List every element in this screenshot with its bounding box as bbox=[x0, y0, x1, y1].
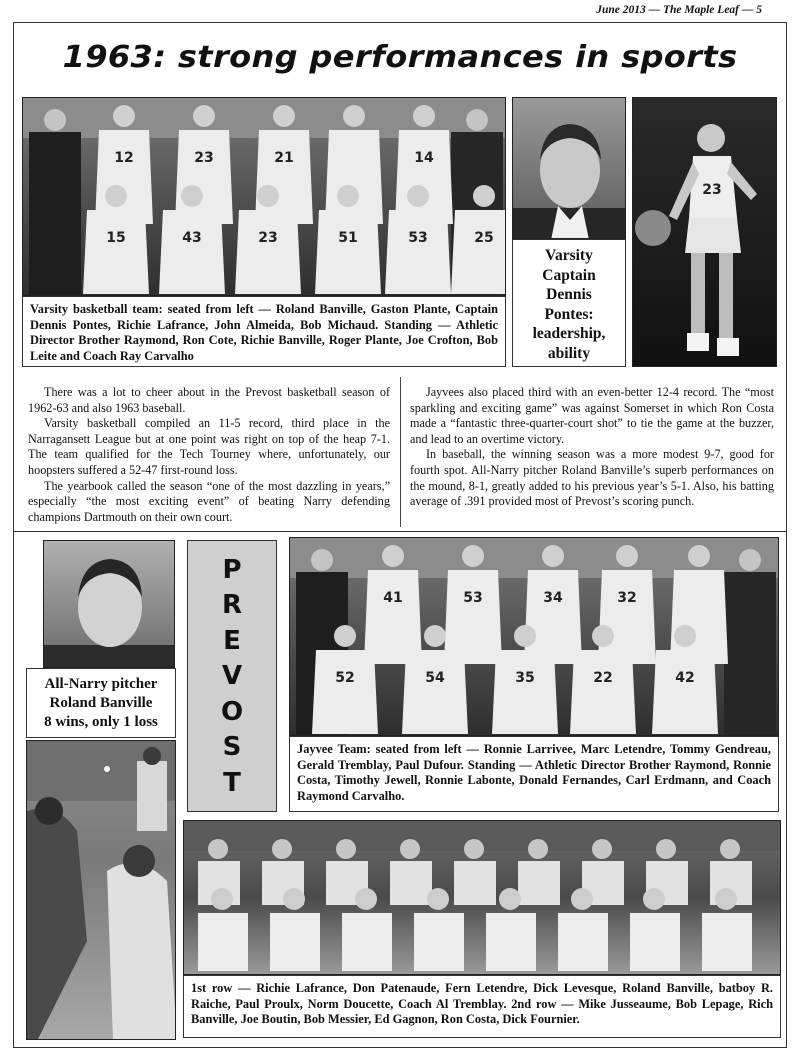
captain-caption-line: Dennis bbox=[546, 286, 592, 303]
jersey-number: 52 bbox=[335, 670, 355, 686]
jersey-number: 53 bbox=[463, 590, 483, 606]
jersey-number: 53 bbox=[408, 230, 428, 246]
jersey-number: 41 bbox=[383, 590, 403, 606]
banner-letter: S bbox=[222, 732, 242, 762]
jersey-number: 51 bbox=[338, 230, 358, 246]
section-divider bbox=[14, 531, 786, 532]
banner-letter: R bbox=[221, 590, 243, 620]
pitcher-portrait-photo bbox=[43, 540, 175, 668]
banner-letter: P bbox=[222, 554, 242, 585]
captain-caption-line: Captain bbox=[542, 266, 596, 284]
page-header: June 2013 — The Maple Leaf — 5 bbox=[596, 4, 762, 16]
article-paragraph: The yearbook called the season “one of the most dazzling in years,” especially “the most exciting event” of beating Narry defending champions Dartmouth on their own court. bbox=[28, 478, 390, 524]
captain-caption-line: ability bbox=[547, 344, 591, 362]
captain-caption-line: Pontes: bbox=[544, 305, 594, 323]
jersey-number: 23 bbox=[194, 150, 214, 166]
jersey-number: 22 bbox=[593, 670, 613, 686]
pitcher-caption-line: All-Narry pitcher bbox=[44, 676, 158, 692]
baseball-caption: 1st row — Richie Lafrance, Don Patenaude, Fern Letendre, Dick Levesque, Roland Banville, batboy R. Raiche, Paul Proulx, Norm Doucette, Coach Al Tremblay. 2nd row — Mike Jusseaume, Bob Lepage, Rich Banville, Joe Boutin, Bob Messier, Ed Gagnon, Ron Costa, Dick Fournier. bbox=[183, 975, 781, 1038]
jayvee-caption: Jayvee Team: seated from left — Ronnie Larrivee, Marc Letendre, Tommy Gendreau, Gerald Tremblay, Paul Dufour. Standing — Athletic Director Brother Raymond, Ronnie Costa, Timothy Jewell, Ronnie Labonte, Donald Fernandes, Carl Erdmann, and Coach Raymond Carvalho. bbox=[289, 736, 779, 812]
banner-letter: T bbox=[223, 767, 241, 798]
jersey-number: 42 bbox=[675, 670, 695, 686]
jersey-number: 35 bbox=[515, 670, 535, 686]
coach-figure bbox=[724, 549, 776, 736]
article-left-column bbox=[28, 385, 390, 525]
jayvee-team-photo bbox=[289, 537, 779, 736]
jersey-number: 43 bbox=[182, 230, 202, 246]
banner-letter: V bbox=[221, 661, 243, 691]
prevost-vertical-banner bbox=[187, 540, 277, 812]
dribbling-player-photo bbox=[632, 97, 777, 367]
article-paragraph: In baseball, the winning season was a more modest 9-7, good for fourth spot. All-Narry pitcher Roland Banville’s superb performances on the mound, 8-1, greatly added to his previous year’s 5-1. Also, his batting average of .391 provided most of Prevost’s scoring punch. bbox=[410, 447, 774, 509]
banner-letter: E bbox=[223, 625, 241, 656]
jersey-number: 34 bbox=[543, 590, 563, 606]
coach-figure bbox=[29, 109, 81, 296]
jersey-number: 23 bbox=[258, 230, 278, 246]
article-paragraph: There was a lot to cheer about in the Prevost basketball season of 1962-63 and also 1963 baseball. bbox=[28, 385, 390, 415]
pitcher-caption-line: 8 wins, only 1 loss bbox=[44, 714, 158, 730]
captain-caption-line: Varsity bbox=[545, 247, 593, 264]
jersey-number: 15 bbox=[106, 230, 126, 246]
article-right-column bbox=[410, 385, 774, 510]
baseball-team-photo bbox=[183, 820, 781, 975]
varsity-team-photo bbox=[22, 97, 506, 296]
baseball-action-photo bbox=[26, 740, 176, 1040]
jersey-number: 21 bbox=[274, 150, 294, 166]
jersey-number: 14 bbox=[414, 150, 434, 166]
jersey-number: 32 bbox=[617, 590, 637, 606]
jersey-number: 54 bbox=[425, 670, 445, 686]
banner-letter: O bbox=[220, 696, 244, 727]
captain-portrait-photo bbox=[512, 97, 626, 239]
headline: 1963: strong performances in sports bbox=[62, 40, 738, 75]
captain-caption-box bbox=[512, 239, 626, 367]
column-divider bbox=[400, 377, 401, 527]
varsity-caption: Varsity basketball team: seated from left — Roland Banville, Gaston Plante, Captain Dennis Pontes, Richie Lafrance, John Almeida, Bob Michaud. Standing — Athletic Director Brother Raymond, Ron Cote, Richie Banville, Roger Plante, Joe Crofton, Bob Leite and Coach Ray Carvalho bbox=[22, 296, 506, 367]
jersey-number: 12 bbox=[114, 150, 134, 166]
pitcher-caption-box bbox=[26, 668, 176, 738]
captain-jersey-number: 23 bbox=[702, 182, 722, 198]
article-paragraph: Jayvees also placed third with an even-better 12-4 record. The “most sparkling and exciting game” was against Somerset in which Ron Costa made a “fantastic three-quarter-court shot” to tie the game at the buzzer, and lead to an overtime victory. bbox=[410, 385, 774, 446]
jersey-number: 25 bbox=[474, 230, 494, 246]
captain-caption-line: leadership, bbox=[532, 325, 606, 342]
article-paragraph: Varsity basketball compiled an 11-5 record, third place in the Narragansett League but at one point was right on top of the heap 7-1. The team qualified for the Tech Tourney where, unfortunately, our hoopsters suffered a 52-47 first-round loss. bbox=[28, 416, 390, 477]
pitcher-caption-line: Roland Banville bbox=[49, 695, 153, 711]
